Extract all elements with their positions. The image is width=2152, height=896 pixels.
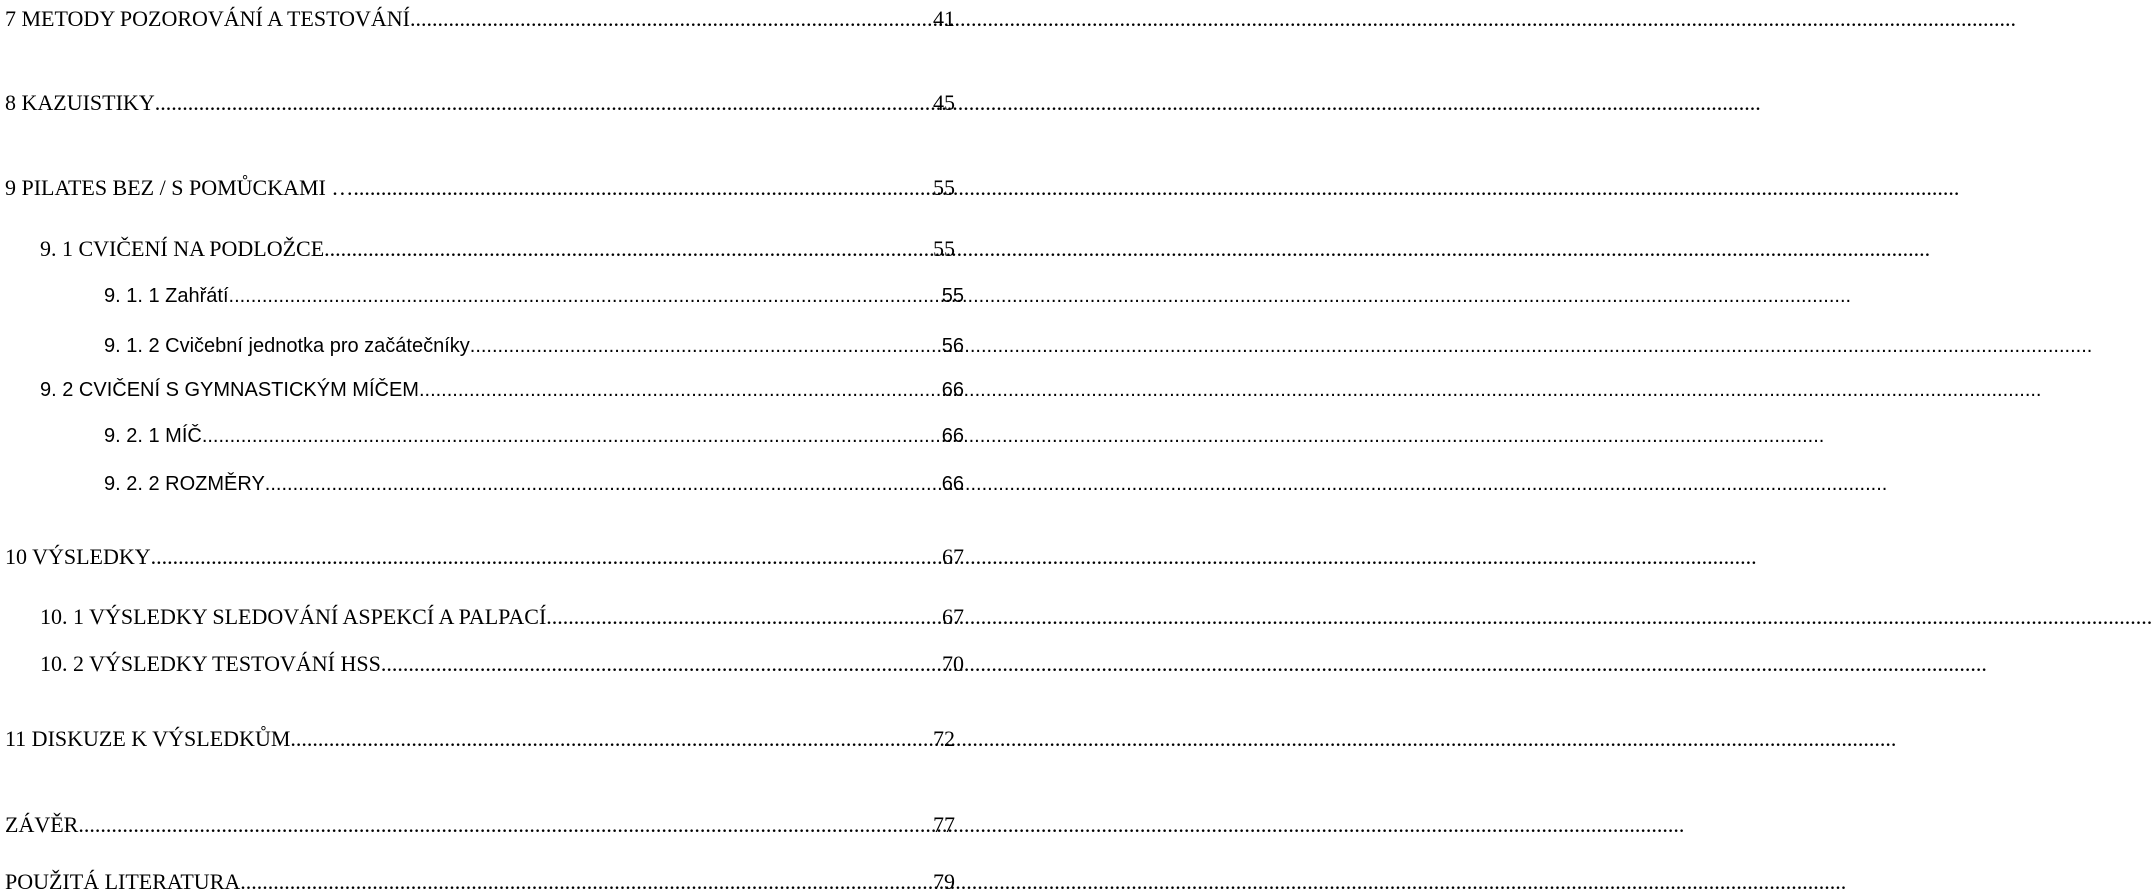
toc-entry-page: 79 <box>933 869 955 894</box>
dot-leader <box>240 868 933 896</box>
dot-leader <box>324 235 933 263</box>
toc-entry-page: 56 <box>941 335 964 357</box>
toc-entry-9-1-1[interactable] <box>104 282 964 310</box>
dot-leader <box>546 603 942 631</box>
toc-entry-zaver[interactable] <box>5 811 955 839</box>
toc-entry-10[interactable] <box>5 543 964 571</box>
toc-entry-title: 9. 1. 1 Zahřátí <box>104 285 229 307</box>
toc-entry-literatura[interactable] <box>5 868 955 896</box>
toc-entry-page: 66 <box>941 425 964 447</box>
dot-leader <box>353 174 933 202</box>
toc-entry-page: 70 <box>942 651 964 676</box>
toc-entry-title: 9. 1. 2 Cvičební jednotka pro začátečníky <box>104 335 470 357</box>
toc-entry-page: 55 <box>941 285 964 307</box>
toc-entry-9-1[interactable] <box>40 235 955 263</box>
toc-entry-title: ZÁVĚR <box>5 812 79 837</box>
toc-entry-page: 55 <box>933 236 955 261</box>
toc-entry-page: 45 <box>933 90 955 115</box>
toc-entry-9-1-2[interactable] <box>104 332 964 360</box>
toc-entry-title: POUŽITÁ LITERATURA <box>5 869 241 894</box>
toc-entry-8[interactable] <box>5 89 955 117</box>
toc-entry-title: 10 VÝSLEDKY <box>5 544 151 569</box>
dot-leader <box>202 422 942 450</box>
toc-entry-page: 66 <box>941 379 964 401</box>
dot-leader <box>381 650 942 678</box>
toc-entry-page: 77 <box>933 812 955 837</box>
toc-entry-title: 7 METODY POZOROVÁNÍ A TESTOVÁNÍ <box>5 6 410 31</box>
dot-leader <box>151 543 942 571</box>
toc-entry-9-2-1[interactable] <box>104 422 964 450</box>
toc-entry-title: 9. 2 CVIČENÍ S GYMNASTICKÝM MÍČEM <box>40 379 419 401</box>
toc-entry-10-2[interactable] <box>40 650 964 678</box>
toc-entry-page: 72 <box>933 726 955 751</box>
table-of-contents <box>0 0 964 895</box>
dot-leader <box>410 5 933 33</box>
dot-leader <box>419 376 942 404</box>
toc-entry-page: 55 <box>933 175 955 200</box>
toc-entry-page: 66 <box>941 473 964 495</box>
dot-leader <box>155 89 933 117</box>
toc-entry-title: 10. 2 VÝSLEDKY TESTOVÁNÍ HSS <box>40 651 381 676</box>
dot-leader <box>265 470 942 498</box>
toc-entry-9-2-2[interactable] <box>104 470 964 498</box>
dot-leader <box>78 811 933 839</box>
toc-entry-title: 8 KAZUISTIKY <box>5 90 155 115</box>
toc-entry-title: 10. 1 VÝSLEDKY SLEDOVÁNÍ ASPEKCÍ A PALPACÍ <box>40 604 547 629</box>
dot-leader <box>229 282 942 310</box>
toc-entry-title: 9. 2. 2 ROZMĚRY <box>104 473 265 495</box>
toc-entry-10-1[interactable] <box>40 603 964 631</box>
toc-entry-title: 11 DISKUZE K VÝSLEDKŮM <box>5 726 291 751</box>
toc-entry-9[interactable] <box>5 174 955 202</box>
toc-entry-7[interactable] <box>5 5 955 33</box>
toc-entry-9-2[interactable] <box>40 376 964 404</box>
toc-entry-page: 67 <box>942 604 964 629</box>
toc-entry-title: 9. 2. 1 MÍČ <box>104 425 202 447</box>
toc-entry-title: 9 PILATES BEZ / S POMŮCKAMI … <box>5 175 354 200</box>
toc-entry-11[interactable] <box>5 725 955 753</box>
toc-entry-page: 41 <box>933 6 955 31</box>
dot-leader <box>470 332 942 360</box>
dot-leader <box>290 725 933 753</box>
toc-entry-title: 9. 1 CVIČENÍ NA PODLOŽCE <box>40 236 325 261</box>
toc-entry-page: 67 <box>942 544 964 569</box>
